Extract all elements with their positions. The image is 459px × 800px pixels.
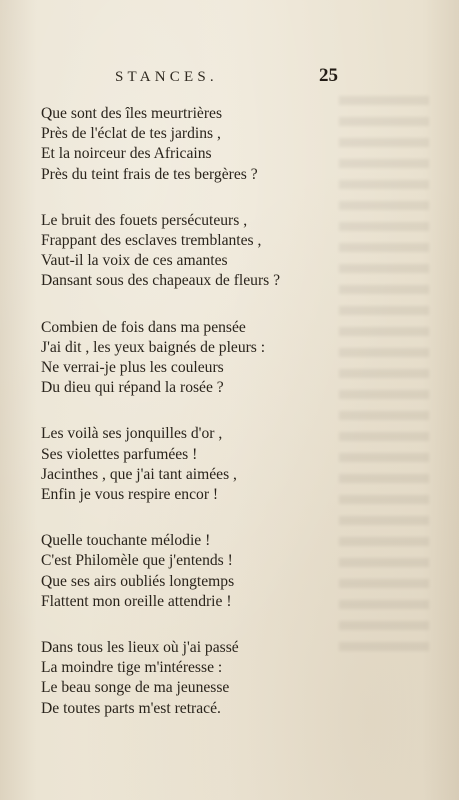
verse-line: Flattent mon oreille attendrie ! bbox=[41, 592, 232, 610]
verse-line: De toutes parts m'est retracé. bbox=[41, 699, 221, 717]
verse-line: J'ai dit , les yeux baignés de pleurs : bbox=[41, 338, 266, 356]
verse-line: Quelle touchante mélodie ! bbox=[41, 532, 211, 550]
verse-line: La moindre tige m'intéresse : bbox=[41, 659, 223, 677]
verse-line: Dans tous les lieux où j'ai passé bbox=[41, 639, 239, 657]
verse-line: Les voilà ses jonquilles d'or , bbox=[41, 425, 223, 443]
verse-line: Vaut-il la voix de ces amantes bbox=[41, 252, 228, 270]
verse-line: Le bruit des fouets persécuteurs , bbox=[41, 211, 248, 229]
verse-line: Enfin je vous respire encor ! bbox=[41, 486, 219, 504]
verse-line: Jacinthes , que j'ai tant aimées , bbox=[41, 465, 237, 483]
page-header bbox=[0, 65, 459, 93]
verse-line: Et la noirceur des Africains bbox=[41, 145, 212, 163]
stanza bbox=[41, 531, 421, 612]
verse-line: Près de l'éclat de tes jardins , bbox=[41, 125, 221, 143]
stanza bbox=[41, 211, 421, 292]
stanza bbox=[41, 424, 421, 505]
running-title: STANCES. bbox=[115, 69, 218, 85]
verse-line: Du dieu qui répand la rosée ? bbox=[41, 379, 224, 397]
verse-line: Dansant sous des chapeaux de fleurs ? bbox=[41, 272, 281, 290]
stanza bbox=[41, 638, 421, 719]
stanza bbox=[41, 104, 421, 185]
stanza bbox=[41, 318, 421, 399]
verse-line: Frappant des esclaves tremblantes , bbox=[41, 232, 262, 250]
page-number: 25 bbox=[319, 65, 338, 86]
poem-body bbox=[41, 104, 421, 745]
verse-line: Près du teint frais de tes bergères ? bbox=[41, 165, 258, 183]
verse-line: C'est Philomèle que j'entends ! bbox=[41, 552, 233, 570]
verse-line: Le beau songe de ma jeunesse bbox=[41, 679, 230, 697]
verse-line: Ne verrai-je plus les couleurs bbox=[41, 359, 224, 377]
verse-line: Que ses airs oubliés longtemps bbox=[41, 572, 235, 590]
verse-line: Combien de fois dans ma pensée bbox=[41, 318, 246, 336]
verse-line: Ses violettes parfumées ! bbox=[41, 445, 198, 463]
verse-line: Que sont des îles meurtrières bbox=[41, 105, 223, 122]
